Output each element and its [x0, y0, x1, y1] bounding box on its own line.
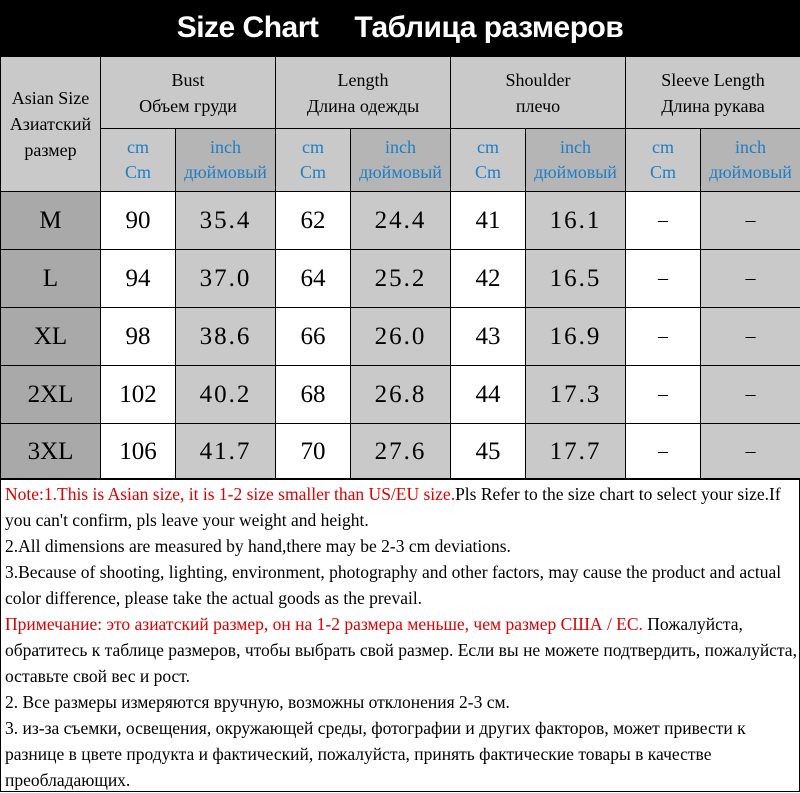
unit-inch: inch дюймовый: [176, 129, 276, 192]
table-row: [1, 250, 800, 308]
bust-inch-cell: 38.6: [176, 308, 276, 366]
length-inch-cell: 24.4: [351, 192, 451, 250]
sleeve-cm-cell: –: [626, 424, 701, 480]
shoulder-header: Shoulder плечо: [451, 57, 626, 129]
title-en: Size Chart: [177, 11, 319, 45]
bust-inch-cell: 35.4: [176, 192, 276, 250]
title-ru: Таблица размеров: [354, 11, 623, 45]
bust-cm-cell: 106: [101, 424, 176, 480]
sleeve-inch-cell: –: [701, 424, 800, 480]
size-cell: M: [1, 192, 101, 250]
unit-cm: cm Cm: [626, 129, 701, 192]
sleeve-cm-cell: –: [626, 250, 701, 308]
note-en-1-text: Pls Refer to the size chart to select your size.If you can't confirm, pls leave your weight and height.: [5, 484, 781, 530]
title-bar: [0, 0, 800, 56]
shoulder-inch-cell: 17.7: [526, 424, 626, 480]
note-en-2: 2.All dimensions are measured by hand,there may be 2-3 cm deviations.: [5, 533, 799, 559]
sleeve-inch-cell: –: [701, 308, 800, 366]
size-cell: L: [1, 250, 101, 308]
sleeve-cm-cell: –: [626, 192, 701, 250]
shoulder-inch-cell: 16.5: [526, 250, 626, 308]
length-header: Length Длина одежды: [276, 57, 451, 129]
length-cm-cell: 64: [276, 250, 351, 308]
shoulder-inch-cell: 16.1: [526, 192, 626, 250]
sleeve-length-header: Sleeve Length Длина рукава: [626, 57, 800, 129]
table-row: [1, 192, 800, 250]
length-inch-cell: 26.8: [351, 366, 451, 424]
bust-cm-cell: 94: [101, 250, 176, 308]
length-inch-cell: 27.6: [351, 424, 451, 480]
sleeve-cm-cell: –: [626, 366, 701, 424]
unit-cm: cm Cm: [276, 129, 351, 192]
bust-cm-cell: 90: [101, 192, 176, 250]
sleeve-cm-cell: –: [626, 308, 701, 366]
size-cell: XL: [1, 308, 101, 366]
shoulder-inch-cell: 16.9: [526, 308, 626, 366]
unit-cm: cm Cm: [451, 129, 526, 192]
size-header: Asian Size Азиатский размер: [1, 57, 101, 192]
note-en-1-warning: Note:1.This is Asian size, it is 1-2 size smaller than US/EU size.: [5, 484, 455, 504]
bust-cm-cell: 102: [101, 366, 176, 424]
length-inch-cell: 25.2: [351, 250, 451, 308]
bust-header: Bust Объем груди: [101, 57, 276, 129]
table-row: [1, 424, 800, 480]
shoulder-cm-cell: 42: [451, 250, 526, 308]
bust-inch-cell: 41.7: [176, 424, 276, 480]
sleeve-inch-cell: –: [701, 250, 800, 308]
sleeve-inch-cell: –: [701, 366, 800, 424]
unit-inch: inch дюймовый: [701, 129, 800, 192]
note-en-3: 3.Because of shooting, lighting, environment, photography and other factors, may cause the product and actual color difference, please take the actual goods as the prevail.: [5, 559, 799, 611]
note-ru-1-warning: Примечание: это азиатский размер, он на 1-2 размера меньше, чем размер США / ЕС.: [5, 614, 643, 634]
length-inch-cell: 26.0: [351, 308, 451, 366]
sleeve-inch-cell: –: [701, 192, 800, 250]
notes-box: [0, 478, 800, 792]
table-row: [1, 308, 800, 366]
shoulder-cm-cell: 43: [451, 308, 526, 366]
table-row: [1, 366, 800, 424]
unit-inch: inch дюймовый: [351, 129, 451, 192]
shoulder-cm-cell: 44: [451, 366, 526, 424]
unit-inch: inch дюймовый: [526, 129, 626, 192]
length-cm-cell: 62: [276, 192, 351, 250]
shoulder-inch-cell: 17.3: [526, 366, 626, 424]
bust-inch-cell: 37.0: [176, 250, 276, 308]
length-cm-cell: 70: [276, 424, 351, 480]
bust-cm-cell: 98: [101, 308, 176, 366]
unit-cm: cm Cm: [101, 129, 176, 192]
bust-inch-cell: 40.2: [176, 366, 276, 424]
note-ru-1-text: Пожалуйста, обратитесь к таблице размеров, чтобы выбрать свой размер. Если вы не можете подтвердить, пожалуйста, оставьте свой вес и рост.: [5, 614, 797, 686]
unit-row: [1, 129, 800, 192]
note-ru-2: 2. Все размеры измеряются вручную, возможны отклонения 2-3 см.: [5, 689, 799, 715]
header-row: [1, 57, 800, 129]
size-cell: 2XL: [1, 366, 101, 424]
shoulder-cm-cell: 45: [451, 424, 526, 480]
note-ru-3: 3. из-за съемки, освещения, окружающей среды, фотографии и других факторов, может привести к разнице в цвете продукта и фактический, пожалуйста, принять фактические товары в качестве преобладающих.: [5, 715, 799, 793]
size-table: [0, 56, 800, 480]
note-ru-1: [5, 611, 799, 689]
shoulder-cm-cell: 41: [451, 192, 526, 250]
length-cm-cell: 68: [276, 366, 351, 424]
note-en-1: [5, 481, 799, 533]
size-cell: 3XL: [1, 424, 101, 480]
length-cm-cell: 66: [276, 308, 351, 366]
